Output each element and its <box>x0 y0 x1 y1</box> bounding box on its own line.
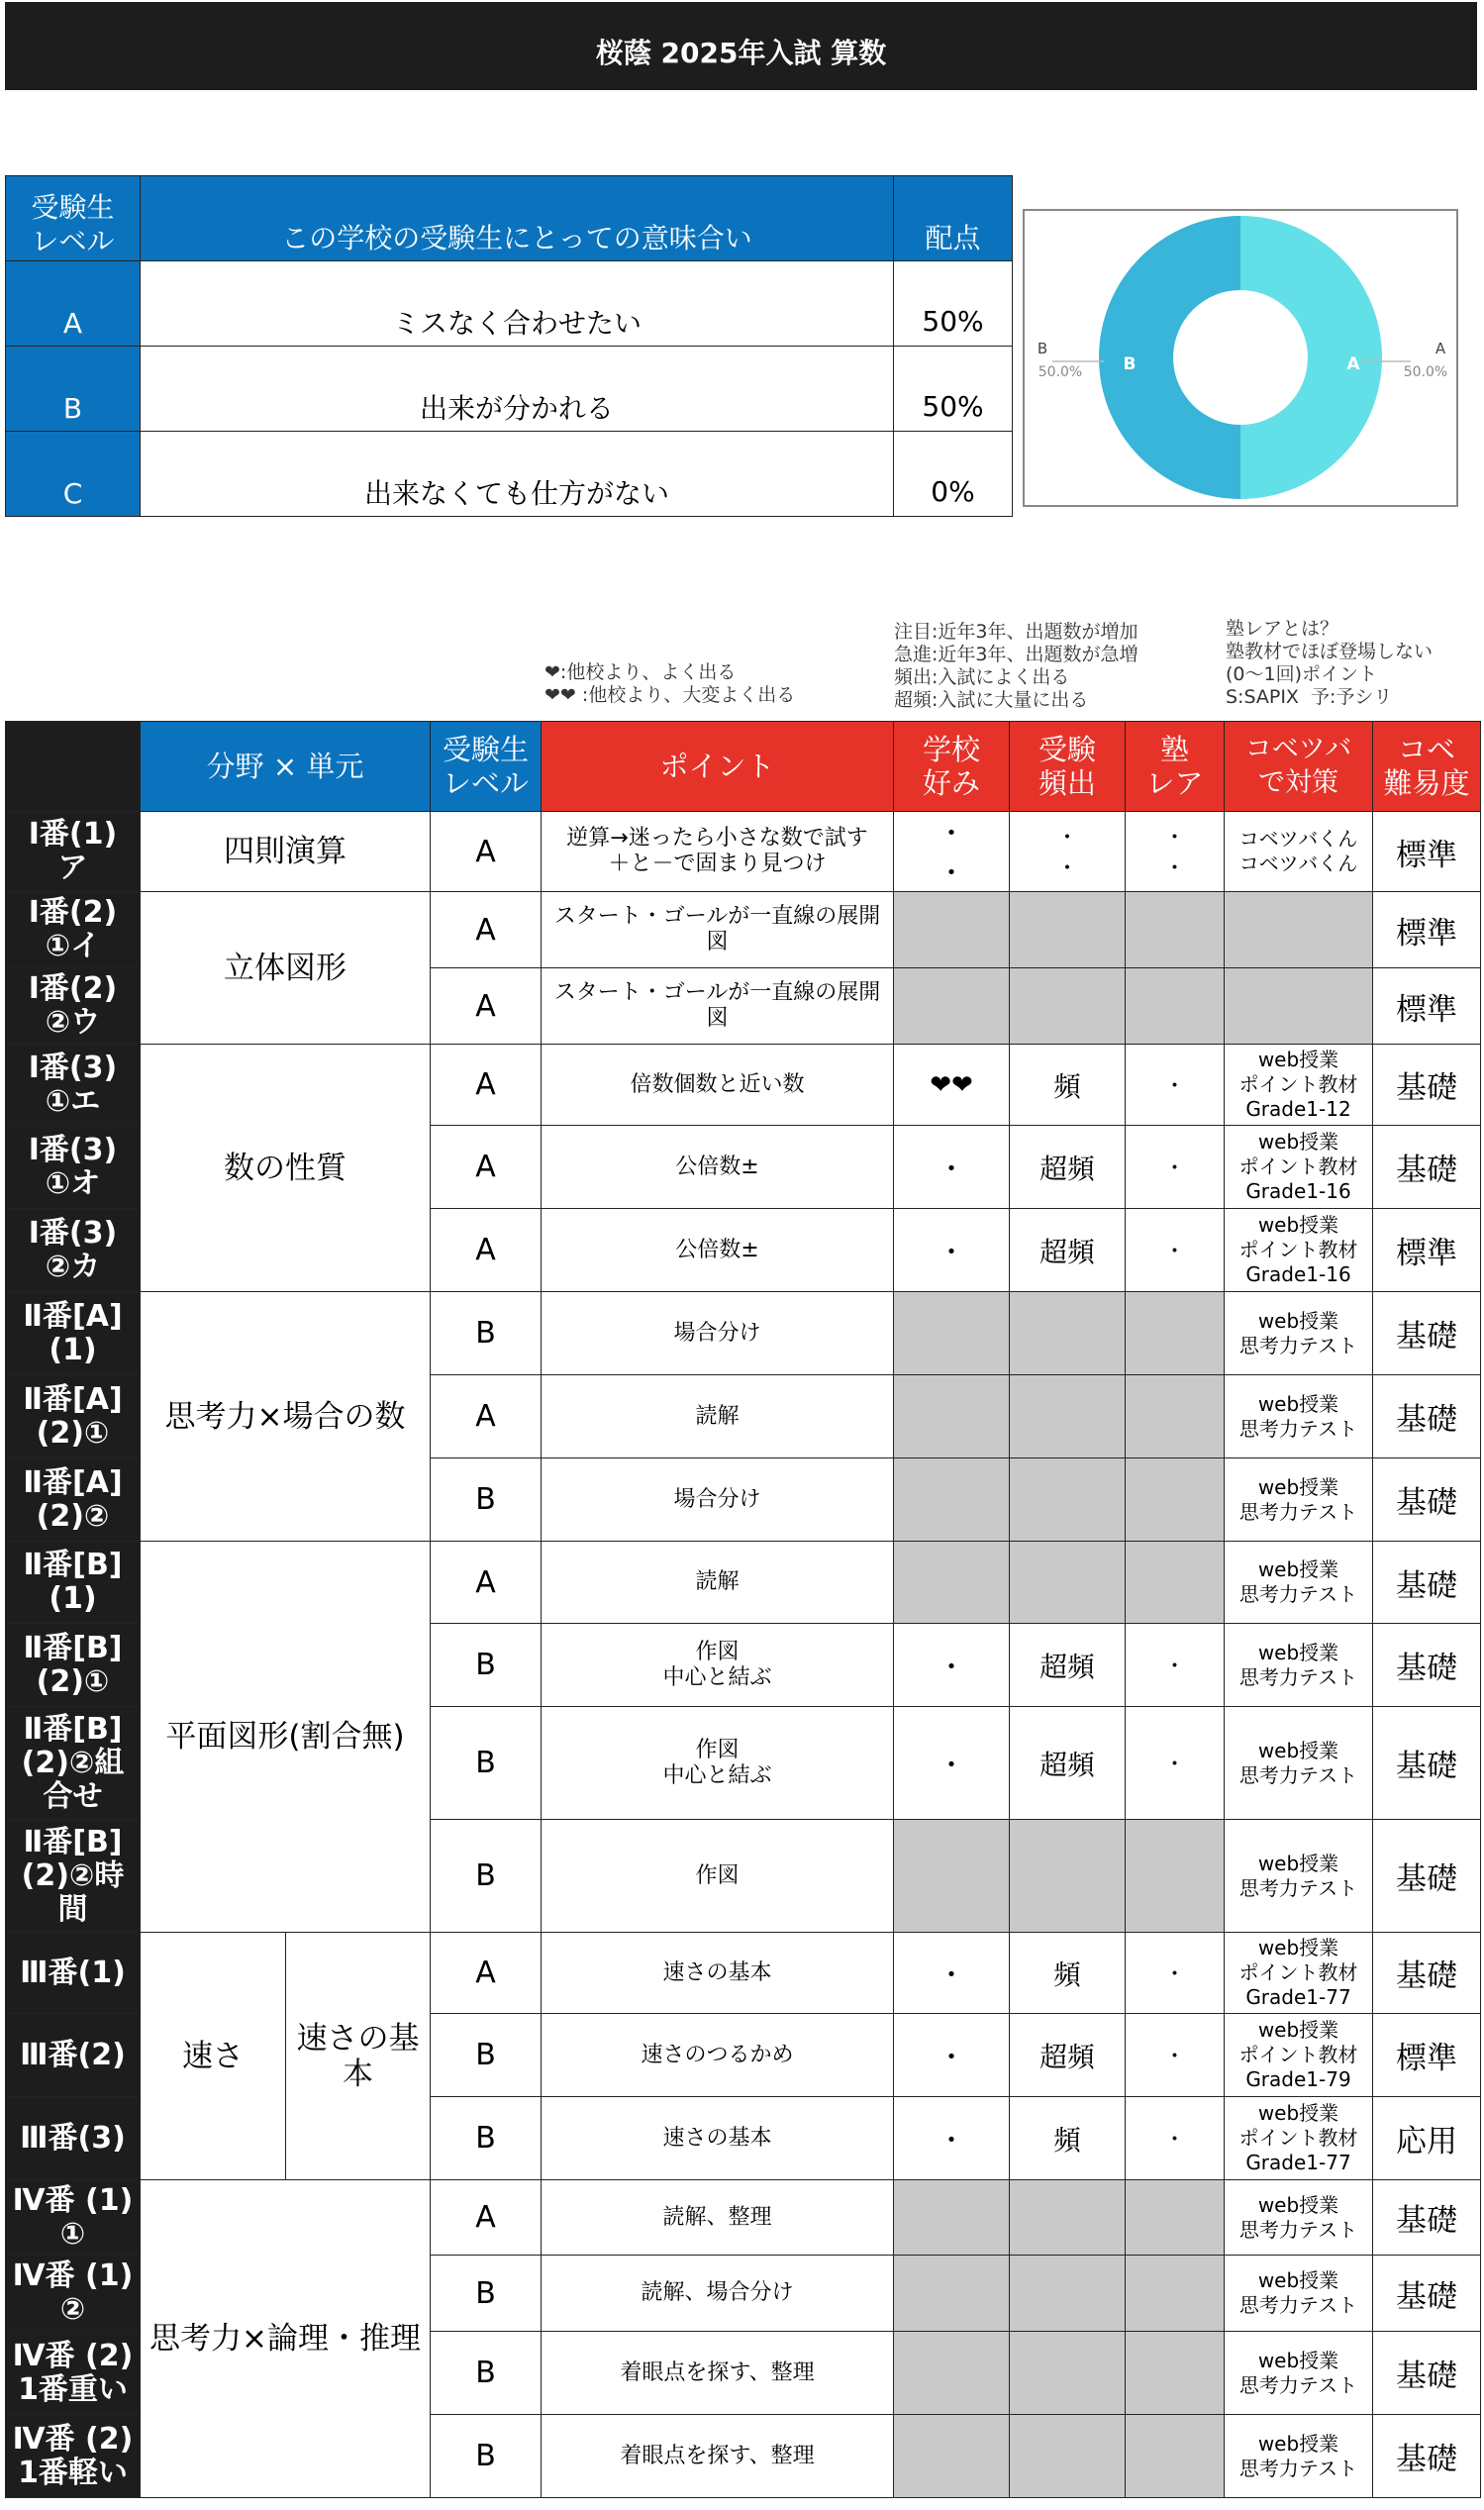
point-cell: 速さの基本 <box>542 1933 894 2014</box>
field-cell: 思考力×場合の数 <box>141 1292 431 1542</box>
point-cell: 公倍数± <box>542 1209 894 1292</box>
level-cell: B <box>431 2014 542 2097</box>
table-row <box>6 1292 1481 1375</box>
difficulty-cell: 標準 <box>1373 892 1481 968</box>
table-row <box>6 812 1481 892</box>
level-cell: A <box>431 1209 542 1292</box>
field-cell: 立体図形 <box>141 892 431 1045</box>
rare-cell <box>1126 1292 1225 1375</box>
difficulty-cell: 基礎 <box>1373 2415 1481 2498</box>
point-cell: 速さのつるかめ <box>542 2014 894 2097</box>
row-label: Ⅰ番(3) ①オ <box>6 1126 141 1209</box>
school-cell <box>894 1458 1010 1542</box>
difficulty-cell: 基礎 <box>1373 1045 1481 1126</box>
kobe-cell: web授業 思考力テスト <box>1225 2180 1373 2256</box>
school-cell: ・ <box>894 1126 1010 1209</box>
rare-cell <box>1126 2256 1225 2332</box>
rare-cell: ・ <box>1126 1933 1225 2014</box>
kobe-cell: web授業 思考力テスト <box>1225 2256 1373 2332</box>
level-c-score: 0% <box>894 432 1013 517</box>
level-cell: B <box>431 2256 542 2332</box>
difficulty-cell: 基礎 <box>1373 1820 1481 1933</box>
difficulty-cell: 基礎 <box>1373 1624 1481 1707</box>
level-header: 受験生 レベル <box>6 176 141 261</box>
school-cell: ・ <box>894 2097 1010 2180</box>
school-cell <box>894 1542 1010 1624</box>
slice-a <box>1240 216 1382 499</box>
level-cell: B <box>431 2415 542 2498</box>
exam-cell <box>1010 892 1126 968</box>
level-cell: A <box>431 1126 542 1209</box>
difficulty-cell: 基礎 <box>1373 1933 1481 2014</box>
row-label: Ⅰ番(1) ア <box>6 812 141 892</box>
school-cell <box>894 1292 1010 1375</box>
kobe-cell: web授業 ポイント教材 Grade1-77 <box>1225 2097 1373 2180</box>
rare-cell <box>1126 2332 1225 2415</box>
rare-cell: ・ <box>1126 2014 1225 2097</box>
exam-cell: 超頻 <box>1010 2014 1126 2097</box>
header-school: 学校 好み <box>894 722 1010 812</box>
heart-note: ❤:他校より、よく出る ❤❤ :他校より、大変よく出る <box>544 661 796 706</box>
exam-cell: 頻 <box>1010 1933 1126 2014</box>
row-label: Ⅱ番[B] (2)① <box>6 1624 141 1707</box>
school-cell <box>894 2415 1010 2498</box>
difficulty-cell: 標準 <box>1373 1209 1481 1292</box>
level-cell: A <box>431 968 542 1045</box>
exam-cell: 超頻 <box>1010 1707 1126 1820</box>
point-cell: 場合分け <box>542 1292 894 1375</box>
kobe-cell: コベツバくん コベツバくん <box>1225 812 1373 892</box>
kobe-cell: web授業 ポイント教材 Grade1-77 <box>1225 1933 1373 2014</box>
level-cell: A <box>431 2180 542 2256</box>
field-cell: 思考力×論理・推理 <box>141 2180 431 2498</box>
field-cell: 速さ <box>141 1933 286 2180</box>
rare-cell: ・ <box>1126 1707 1225 1820</box>
kobe-cell: web授業 思考力テスト <box>1225 1624 1373 1707</box>
level-c-meaning: 出来なくても仕方がない <box>141 432 894 517</box>
level-table <box>5 175 1013 517</box>
header-level: 受験生 レベル <box>431 722 542 812</box>
exam-cell: ・ ・ <box>1010 812 1126 892</box>
frequency-note: 注目:近年3年、出題数が増加 急進:近年3年、出題数が急増 頻出:入試によく出る 超頻:入試に大量に出る <box>894 621 1138 711</box>
point-cell: 着眼点を探す、整理 <box>542 2332 894 2415</box>
slice-a-label: A <box>1346 354 1360 374</box>
difficulty-cell: 標準 <box>1373 812 1481 892</box>
rare-cell <box>1126 1542 1225 1624</box>
difficulty-cell: 基礎 <box>1373 2180 1481 2256</box>
level-b-meaning: 出来が分かれる <box>141 347 894 432</box>
school-cell <box>894 1820 1010 1933</box>
level-cell: B <box>431 2332 542 2415</box>
field-cell: 平面図形(割合無) <box>141 1542 431 1933</box>
kobe-cell: web授業 思考力テスト <box>1225 1375 1373 1458</box>
field-cell: 四則演算 <box>141 812 431 892</box>
table-row <box>6 1045 1481 1126</box>
level-cell: B <box>431 1820 542 1933</box>
level-cell: B <box>431 1707 542 1820</box>
unit-cell: 速さの基本 <box>286 1933 431 2180</box>
kobe-cell: web授業 思考力テスト <box>1225 1458 1373 1542</box>
point-cell: 場合分け <box>542 1458 894 1542</box>
row-label: Ⅱ番[A] (2)② <box>6 1458 141 1542</box>
row-label: Ⅲ番(1) <box>6 1933 141 2014</box>
exam-cell <box>1010 2180 1126 2256</box>
row-label: Ⅰ番(3) ②カ <box>6 1209 141 1292</box>
school-cell <box>894 2180 1010 2256</box>
row-label: Ⅳ番 (1) ① <box>6 2180 141 2256</box>
school-cell: ・ <box>894 1933 1010 2014</box>
point-cell: 読解、場合分け <box>542 2256 894 2332</box>
legend-b-name: B <box>1037 340 1048 357</box>
point-cell: 公倍数± <box>542 1126 894 1209</box>
exam-cell <box>1010 968 1126 1045</box>
difficulty-cell: 基礎 <box>1373 1375 1481 1458</box>
rare-cell: ・ <box>1126 1045 1225 1126</box>
school-cell: ・ ・ <box>894 812 1010 892</box>
level-cell: A <box>431 892 542 968</box>
level-b: B <box>6 347 141 432</box>
level-cell: B <box>431 1292 542 1375</box>
exam-cell <box>1010 1542 1126 1624</box>
exam-cell: 頻 <box>1010 1045 1126 1126</box>
kobe-cell: web授業 思考力テスト <box>1225 1707 1373 1820</box>
donut-svg <box>1025 211 1456 505</box>
exam-cell <box>1010 2332 1126 2415</box>
rare-cell: ・ <box>1126 1624 1225 1707</box>
table-row <box>6 892 1481 968</box>
difficulty-cell: 応用 <box>1373 2097 1481 2180</box>
difficulty-cell: 基礎 <box>1373 1126 1481 1209</box>
difficulty-cell: 標準 <box>1373 968 1481 1045</box>
rare-cell: ・ <box>1126 2097 1225 2180</box>
exam-cell: 頻 <box>1010 2097 1126 2180</box>
field-cell: 数の性質 <box>141 1045 431 1292</box>
level-a-score: 50% <box>894 261 1013 347</box>
row-label: Ⅰ番(2) ②ウ <box>6 968 141 1045</box>
meaning-header: この学校の受験生にとっての意味合い <box>141 176 894 261</box>
kobe-cell: web授業 思考力テスト <box>1225 1542 1373 1624</box>
level-a-meaning: ミスなく合わせたい <box>141 261 894 347</box>
exam-cell: 超頻 <box>1010 1624 1126 1707</box>
school-cell <box>894 2256 1010 2332</box>
header-diff: コベ 難易度 <box>1373 722 1481 812</box>
row-label: Ⅱ番[B] (2)②組 合せ <box>6 1707 141 1820</box>
rare-cell <box>1126 1458 1225 1542</box>
kobe-cell: web授業 ポイント教材 Grade1-12 <box>1225 1045 1373 1126</box>
level-cell: A <box>431 1933 542 2014</box>
level-a: A <box>6 261 141 347</box>
point-cell: 読解 <box>542 1542 894 1624</box>
rare-cell <box>1126 2180 1225 2256</box>
rare-cell <box>1126 1375 1225 1458</box>
legend-b-value: 50.0% <box>1038 364 1083 380</box>
point-cell: 速さの基本 <box>542 2097 894 2180</box>
point-cell: 読解 <box>542 1375 894 1458</box>
point-cell: 倍数個数と近い数 <box>542 1045 894 1126</box>
rare-note: 塾レアとは？ 塾教材でほぼ登場しない (0～1回)ポイント S:SAPIX 予:予シリ <box>1226 618 1434 708</box>
kobe-cell <box>1225 892 1373 968</box>
point-cell: スタート・ゴールが一直線の展開図 <box>542 968 894 1045</box>
kobe-cell: web授業 ポイント教材 Grade1-16 <box>1225 1209 1373 1292</box>
difficulty-cell: 基礎 <box>1373 1707 1481 1820</box>
score-header: 配点 <box>894 176 1013 261</box>
school-cell: ・ <box>894 1209 1010 1292</box>
school-cell <box>894 1375 1010 1458</box>
level-cell: B <box>431 1458 542 1542</box>
table-row <box>6 1933 1481 2014</box>
legend-a-value: 50.0% <box>1403 364 1448 380</box>
row-label: Ⅳ番 (1) ② <box>6 2256 141 2332</box>
header-point: ポイント <box>542 722 894 812</box>
table-row <box>6 2180 1481 2256</box>
exam-cell: 超頻 <box>1010 1126 1126 1209</box>
header-exam: 受験 頻出 <box>1010 722 1126 812</box>
difficulty-cell: 標準 <box>1373 2014 1481 2097</box>
point-cell: 作図 中心と結ぶ <box>542 1624 894 1707</box>
row-label: Ⅲ番(3) <box>6 2097 141 2180</box>
exam-cell <box>1010 2256 1126 2332</box>
rare-cell <box>1126 2415 1225 2498</box>
level-cell: B <box>431 1624 542 1707</box>
header-kobe: コベツバ で対策 <box>1225 722 1373 812</box>
kobe-cell: web授業 思考力テスト <box>1225 2415 1373 2498</box>
school-cell: ・ <box>894 1624 1010 1707</box>
row-label: Ⅳ番 (2) 1番軽い <box>6 2415 141 2498</box>
point-cell: スタート・ゴールが一直線の展開図 <box>542 892 894 968</box>
difficulty-cell: 基礎 <box>1373 1542 1481 1624</box>
rare-cell <box>1126 968 1225 1045</box>
point-cell: 着眼点を探す、整理 <box>542 2415 894 2498</box>
school-cell <box>894 2332 1010 2415</box>
school-cell: ・ <box>894 1707 1010 1820</box>
point-cell: 読解、整理 <box>542 2180 894 2256</box>
difficulty-cell: 基礎 <box>1373 1458 1481 1542</box>
kobe-cell: web授業 ポイント教材 Grade1-16 <box>1225 1126 1373 1209</box>
slice-b-label: B <box>1123 354 1137 374</box>
rare-cell: ・ ・ <box>1126 812 1225 892</box>
rare-cell: ・ <box>1126 1126 1225 1209</box>
header-rare: 塾 レア <box>1126 722 1225 812</box>
score-donut-chart <box>1023 209 1458 507</box>
row-label: Ⅰ番(3) ①エ <box>6 1045 141 1126</box>
row-label: Ⅱ番[A] (2)① <box>6 1375 141 1458</box>
level-cell: A <box>431 1375 542 1458</box>
problem-table <box>5 721 1481 2498</box>
point-cell: 作図 <box>542 1820 894 1933</box>
level-c: C <box>6 432 141 517</box>
table-row <box>6 1542 1481 1624</box>
rare-cell <box>1126 1820 1225 1933</box>
rare-cell: ・ <box>1126 1209 1225 1292</box>
row-label: Ⅱ番[B] (2)②時 間 <box>6 1820 141 1933</box>
exam-cell: 超頻 <box>1010 1209 1126 1292</box>
kobe-cell: web授業 思考力テスト <box>1225 1292 1373 1375</box>
kobe-cell: web授業 思考力テスト <box>1225 2332 1373 2415</box>
kobe-cell <box>1225 968 1373 1045</box>
difficulty-cell: 基礎 <box>1373 2256 1481 2332</box>
row-label: Ⅲ番(2) <box>6 2014 141 2097</box>
school-cell <box>894 968 1010 1045</box>
row-label: Ⅰ番(2) ①イ <box>6 892 141 968</box>
difficulty-cell: 基礎 <box>1373 1292 1481 1375</box>
level-b-score: 50% <box>894 347 1013 432</box>
header-corner <box>6 722 141 812</box>
slice-b <box>1099 216 1240 499</box>
row-label: Ⅱ番[B] (1) <box>6 1542 141 1624</box>
school-cell <box>894 892 1010 968</box>
level-cell: A <box>431 1542 542 1624</box>
point-cell: 作図 中心と結ぶ <box>542 1707 894 1820</box>
row-label: Ⅱ番[A] (1) <box>6 1292 141 1375</box>
level-cell: A <box>431 812 542 892</box>
exam-cell <box>1010 1375 1126 1458</box>
exam-cell <box>1010 2415 1126 2498</box>
exam-cell <box>1010 1292 1126 1375</box>
kobe-cell: web授業 ポイント教材 Grade1-79 <box>1225 2014 1373 2097</box>
exam-cell <box>1010 1458 1126 1542</box>
school-cell: ❤❤ <box>894 1045 1010 1126</box>
point-cell: 逆算→迷ったら小さな数で試す ＋と－で固まり見つけ <box>542 812 894 892</box>
level-cell: A <box>431 1045 542 1126</box>
exam-cell <box>1010 1820 1126 1933</box>
legend-a-name: A <box>1435 340 1446 357</box>
difficulty-cell: 基礎 <box>1373 2332 1481 2415</box>
kobe-cell: web授業 思考力テスト <box>1225 1820 1373 1933</box>
page-title: 桜蔭 2025年入試 算数 <box>5 2 1477 90</box>
school-cell: ・ <box>894 2014 1010 2097</box>
header-field: 分野 × 単元 <box>141 722 431 812</box>
rare-cell <box>1126 892 1225 968</box>
level-cell: B <box>431 2097 542 2180</box>
row-label: Ⅳ番 (2) 1番重い <box>6 2332 141 2415</box>
